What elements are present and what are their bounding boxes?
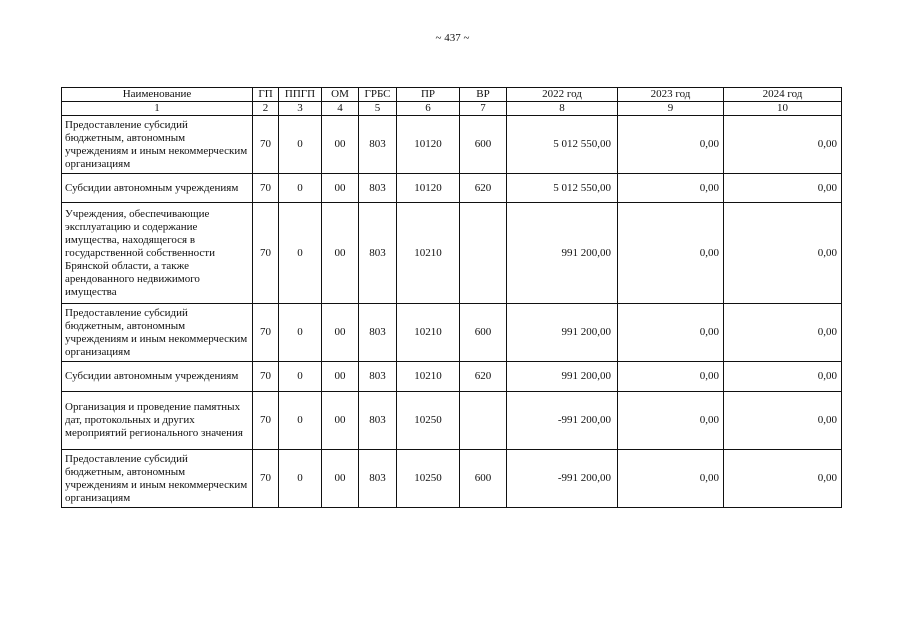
row-grbs: 803 [359, 203, 397, 304]
row-grbs: 803 [359, 362, 397, 392]
row-pr: 10250 [397, 392, 460, 450]
row-ppgp: 0 [279, 392, 322, 450]
header-2024: 2024 год [724, 88, 842, 102]
row-2022: 5 012 550,00 [507, 116, 618, 174]
row-pr: 10210 [397, 304, 460, 362]
row-2022: -991 200,00 [507, 450, 618, 508]
row-vr: 600 [460, 450, 507, 508]
table-row [62, 304, 842, 362]
table-row [62, 203, 842, 304]
row-2024: 0,00 [724, 116, 842, 174]
column-number: 3 [279, 102, 322, 116]
column-number: 10 [724, 102, 842, 116]
row-grbs: 803 [359, 392, 397, 450]
row-name: Субсидии автономным учреждениям [62, 174, 253, 203]
row-ppgp: 0 [279, 304, 322, 362]
row-vr: 620 [460, 362, 507, 392]
column-number: 5 [359, 102, 397, 116]
column-number: 4 [322, 102, 359, 116]
row-2022: 991 200,00 [507, 304, 618, 362]
row-vr [460, 392, 507, 450]
row-vr [460, 203, 507, 304]
row-2023: 0,00 [618, 450, 724, 508]
row-grbs: 803 [359, 174, 397, 203]
row-vr: 620 [460, 174, 507, 203]
row-pr: 10250 [397, 450, 460, 508]
header-ppgp: ППГП [279, 88, 322, 102]
row-ppgp: 0 [279, 362, 322, 392]
row-gp: 70 [253, 392, 279, 450]
row-2023: 0,00 [618, 392, 724, 450]
header-gp: ГП [253, 88, 279, 102]
column-number-row [62, 102, 842, 116]
row-ppgp: 0 [279, 203, 322, 304]
row-2024: 0,00 [724, 203, 842, 304]
row-om: 00 [322, 116, 359, 174]
row-vr: 600 [460, 116, 507, 174]
row-2024: 0,00 [724, 304, 842, 362]
header-grbs: ГРБС [359, 88, 397, 102]
row-name: Организация и проведение памятных дат, протокольных и других мероприятий регионального значения [62, 392, 253, 450]
table-row [62, 174, 842, 203]
row-2023: 0,00 [618, 174, 724, 203]
row-pr: 10210 [397, 203, 460, 304]
row-om: 00 [322, 174, 359, 203]
row-name: Предоставление субсидий бюджетным, автономным учреждениям и иным некоммерческим организациям [62, 450, 253, 508]
column-number: 9 [618, 102, 724, 116]
row-grbs: 803 [359, 116, 397, 174]
row-name: Предоставление субсидий бюджетным, автономным учреждениям и иным некоммерческим организациям [62, 116, 253, 174]
row-2024: 0,00 [724, 450, 842, 508]
row-om: 00 [322, 304, 359, 362]
row-om: 00 [322, 450, 359, 508]
table-row [62, 362, 842, 392]
row-2024: 0,00 [724, 362, 842, 392]
header-2022: 2022 год [507, 88, 618, 102]
row-2024: 0,00 [724, 392, 842, 450]
header-pr: ПР [397, 88, 460, 102]
row-pr: 10120 [397, 174, 460, 203]
row-2022: 991 200,00 [507, 203, 618, 304]
row-2024: 0,00 [724, 174, 842, 203]
row-gp: 70 [253, 174, 279, 203]
header-vr: ВР [460, 88, 507, 102]
budget-table [61, 87, 842, 508]
column-number: 7 [460, 102, 507, 116]
table-row [62, 116, 842, 174]
table-row [62, 450, 842, 508]
column-number: 2 [253, 102, 279, 116]
row-gp: 70 [253, 304, 279, 362]
row-pr: 10120 [397, 116, 460, 174]
row-name: Субсидии автономным учреждениям [62, 362, 253, 392]
column-number: 6 [397, 102, 460, 116]
row-gp: 70 [253, 450, 279, 508]
header-name: Наименование [62, 88, 253, 102]
table-row [62, 392, 842, 450]
row-gp: 70 [253, 116, 279, 174]
header-om: ОМ [322, 88, 359, 102]
column-number: 1 [62, 102, 253, 116]
row-grbs: 803 [359, 304, 397, 362]
row-om: 00 [322, 203, 359, 304]
header-2023: 2023 год [618, 88, 724, 102]
page-number: ~ 437 ~ [435, 32, 470, 44]
row-2022: 5 012 550,00 [507, 174, 618, 203]
row-vr: 600 [460, 304, 507, 362]
row-2022: 991 200,00 [507, 362, 618, 392]
row-gp: 70 [253, 362, 279, 392]
row-name: Учреждения, обеспечивающие эксплуатацию и содержание имущества, находящегося в государственной собственности Брянской области, а также арендованного недвижимого имущества [62, 203, 253, 304]
row-2023: 0,00 [618, 203, 724, 304]
row-om: 00 [322, 392, 359, 450]
row-ppgp: 0 [279, 450, 322, 508]
row-om: 00 [322, 362, 359, 392]
header-row [62, 88, 842, 102]
row-2023: 0,00 [618, 362, 724, 392]
row-grbs: 803 [359, 450, 397, 508]
row-name: Предоставление субсидий бюджетным, автономным учреждениям и иным некоммерческим организациям [62, 304, 253, 362]
column-number: 8 [507, 102, 618, 116]
row-2022: -991 200,00 [507, 392, 618, 450]
row-2023: 0,00 [618, 304, 724, 362]
row-2023: 0,00 [618, 116, 724, 174]
row-gp: 70 [253, 203, 279, 304]
row-pr: 10210 [397, 362, 460, 392]
row-ppgp: 0 [279, 116, 322, 174]
row-ppgp: 0 [279, 174, 322, 203]
